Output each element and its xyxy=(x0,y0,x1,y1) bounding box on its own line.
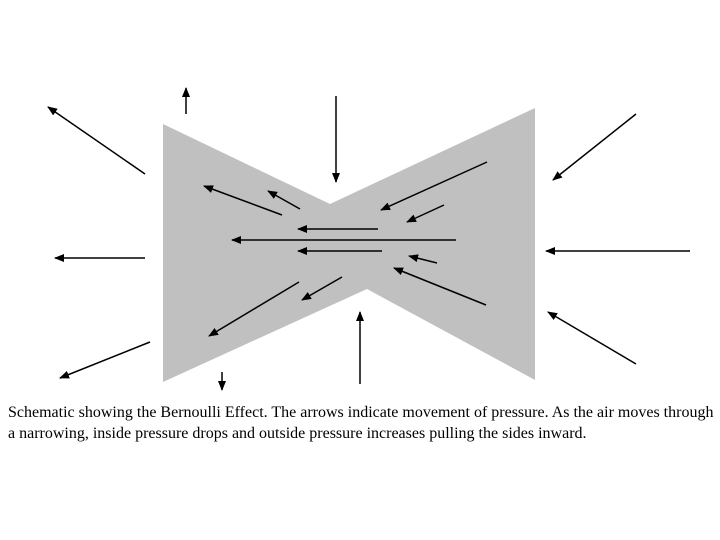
narrowing-channel xyxy=(163,108,535,382)
outer-arrow-upper-right xyxy=(553,114,636,180)
outer-arrow-lower-left xyxy=(60,342,150,378)
outer-arrow-lower-right xyxy=(548,312,636,364)
outer-arrow-upper-left xyxy=(48,107,145,174)
diagram-caption: Schematic showing the Bernoulli Effect. The arrows indicate movement of pressure. As the air moves through a narrowing, inside pressure drops and outside pressure increases pulling the sides inward. xyxy=(8,404,714,442)
